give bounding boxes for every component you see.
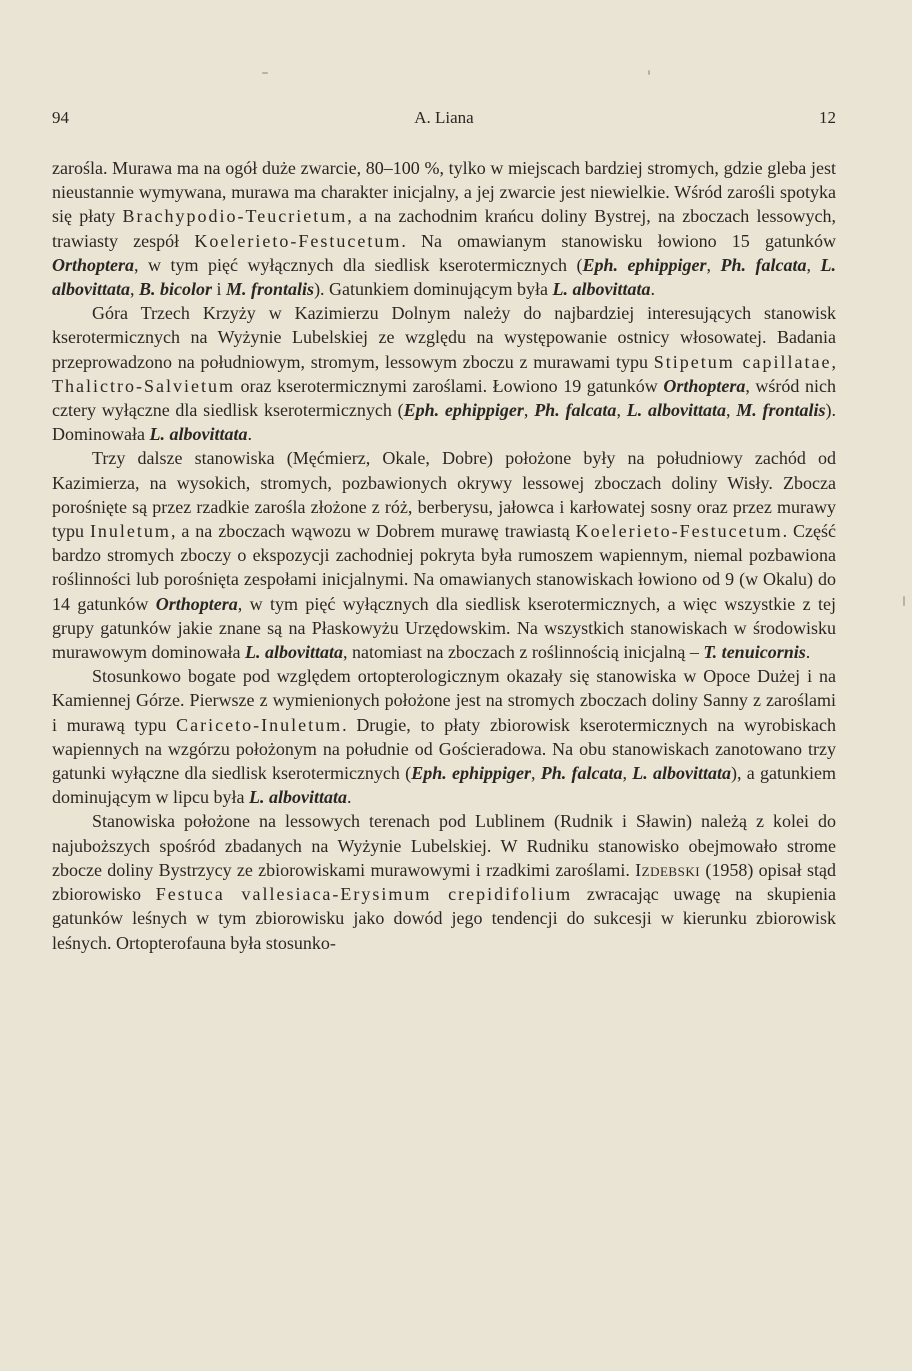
paragraph-p1 xyxy=(52,156,836,301)
text-run: , a na zboczach wąwozu w Dobrem murawę trawiastą xyxy=(170,521,576,542)
taxon-name: Orthoptera xyxy=(52,254,135,275)
text-run: , w tym pięć wyłącznych dla siedlisk kserotermicznych ( xyxy=(134,254,583,275)
text-run: , xyxy=(616,400,627,421)
text-run: . xyxy=(247,424,252,445)
paragraph-p5 xyxy=(52,809,836,954)
page-number-left: 94 xyxy=(52,108,69,127)
plant-association-name: Koelerieto-Festucetum xyxy=(575,521,783,542)
plant-association-name: Cariceto-Inuletum xyxy=(176,714,343,735)
taxon-name: L. albovittata xyxy=(52,254,837,300)
scan-speck xyxy=(262,72,268,74)
text-run: , xyxy=(806,254,821,275)
text-run: , xyxy=(622,763,633,784)
plant-association-name: Thalictro-Salvietum xyxy=(52,375,235,396)
plant-association-name: Koelerieto-Festucetum xyxy=(194,230,402,251)
author-citation: Izdebski xyxy=(635,859,701,880)
plant-association-name: Brachypodio-Teucrietum xyxy=(122,206,348,227)
text-run: , a na zachodnim krańcu doliny Bystrej, na zboczach lessowych, trawiasty zespół xyxy=(52,206,836,251)
text-run: . Na omawianym stanowisku łowiono 15 gatunków xyxy=(401,230,836,251)
taxon-name: L. albovittata xyxy=(552,279,651,300)
taxon-name: L. albovittata xyxy=(244,642,343,663)
text-run: . xyxy=(650,279,656,300)
text-run: Trzy dalsze stanowiska (Męćmierz, Okale, Dobre) położone były na południowy zachód od Kazimierza, na wysokich, stromych, pozbawionych okrywy lessowej zboczach doliny Wisły. Zbocza porośnięte są przez rzadkie zarośla złożone z róż, berberysu, jałowca i karłowatej sosny oraz przez murawy typu xyxy=(52,448,836,542)
text-run: , xyxy=(530,763,541,784)
text-run: Stosunkowo bogate pod względem ortopterologicznym okazały się stanowiska w Opoce Dużej i na Kamiennej Górze. Pierwsze z wymienionych położone jest na stromych zboczach doliny Sanny z zaroślami i murawą typu xyxy=(52,666,836,735)
taxon-name: M. frontalis xyxy=(226,279,315,300)
taxon-name: Eph. ephippiger xyxy=(582,254,707,275)
text-run: ). Dominowała xyxy=(52,400,836,445)
text-run: (1958) opisał stąd zbiorowisko xyxy=(52,859,836,905)
taxon-name: Eph. ephippiger xyxy=(403,400,524,421)
plant-association-name: Inuletum xyxy=(89,521,171,542)
text-run: i xyxy=(212,279,227,300)
taxon-name: M. frontalis xyxy=(736,400,826,421)
text-run: . xyxy=(346,787,352,808)
taxon-name: Eph. ephippiger xyxy=(411,763,531,784)
running-head-author: A. Liana xyxy=(414,108,474,127)
taxon-name: L. albovittata xyxy=(632,763,732,784)
paragraph-p3 xyxy=(52,446,836,664)
text-run: oraz kserotermicznymi zaroślami. Łowiono 19 gatunków xyxy=(234,375,664,396)
text-run: Stanowiska położone na lessowych terenach pod Lublinem (Rudnik i Sławin) należą z kolei do najuboższych spośród zbadanych na Wyżynie Lubelskiej. W Rudniku stanowisko obejmowało strome zbocze doliny Bystrzycy ze zbiorowiskami murawowymi i rzadkimi zaroślami. xyxy=(52,811,836,880)
text-run: , xyxy=(523,400,535,421)
text-run: . Część bardzo stromych zboczy o ekspozycji zachodniej pokryta była rumoszem wapiennym, niemal pozbawiona roślinności lub porośnięta zespołami inicjalnymi. Na omawianych stanowiskach łowiono od 9 (w Okalu) do 14 gatunków xyxy=(52,521,836,614)
text-run: , natomiast na zboczach z roślinnością inicjalną – xyxy=(342,642,704,663)
running-header xyxy=(52,108,836,134)
scan-speck xyxy=(648,70,650,75)
paragraph-p2 xyxy=(52,301,836,446)
taxon-name: Ph. falcata xyxy=(534,400,617,421)
plant-association-name: Festuca vallesiaca-Erysimum crepidifolium xyxy=(155,884,573,905)
taxon-name: B. bicolor xyxy=(139,279,213,300)
taxon-name: L. albovittata xyxy=(626,400,726,421)
text-run: , wśród nich cztery wyłączne dla siedlisk kserotermicznych ( xyxy=(52,375,836,421)
text-run: zwracając uwagę na skupienia gatunków leśnych w tym zbiorowisku jako dowód jego tendencji do sukcesji w kierunku zbiorowisk leśnych. Ortopterofauna była stosunko- xyxy=(52,884,836,953)
text-run: ). Gatunkiem dominującym była xyxy=(314,279,553,300)
paragraph-p4 xyxy=(52,664,836,809)
text-run: , xyxy=(706,254,721,275)
text-run: Góra Trzech Krzyży w Kazimierzu Dolnym należy do najbardziej interesujących stanowisk kserotermicznych na Wyżynie Lubelskiej ze względu na występowanie ostnicy włosowatej. Badania przeprowadzono na południowym, stromym, lessowym zboczu z murawami typu xyxy=(52,303,836,372)
taxon-name: Orthoptera xyxy=(155,593,238,614)
page-number-right: 12 xyxy=(819,108,836,127)
text-run: . xyxy=(805,642,811,663)
text-run: , xyxy=(130,279,139,300)
text-run: , xyxy=(831,351,836,372)
taxon-name: L. albovittata xyxy=(149,424,248,445)
body-text xyxy=(52,156,836,955)
text-run: , w tym pięć wyłącznych dla siedlisk kserotermicznych, a więc wszystkie z tej grupy gatunków jakie znane są na Płaskowyżu Urzędowskim. Na wszystkich stanowiskach w środowisku murawowym dominowała xyxy=(52,593,836,663)
taxon-name: L. albovittata xyxy=(248,787,347,808)
plant-association-name: Stipetum capillatae xyxy=(653,351,832,372)
text-run: , xyxy=(725,400,737,421)
taxon-name: Orthoptera xyxy=(663,375,746,396)
scan-speck xyxy=(903,596,905,606)
taxon-name: Ph. falcata xyxy=(540,763,623,784)
taxon-name: Ph. falcata xyxy=(720,254,807,275)
text-run: ), a gatunkiem dominującym w lipcu była xyxy=(52,763,837,808)
text-run: . Drugie, to płaty zbiorowisk kserotermicznych na wyrobiskach wapiennych na wzgórzu położonym na południe od Gościeradowa. Na obu stanowiskach zanotowano trzy gatunki wyłączne dla siedlisk kserotermicznych ( xyxy=(52,714,836,784)
taxon-name: T. tenuicornis xyxy=(703,642,806,663)
text-run: zarośla. Murawa ma na ogół duże zwarcie, 80–100 %, tylko w miejscach bardziej stromych, gdzie gleba jest nieustannie wymywana, murawa ma charakter inicjalny, a jej zwarcie jest niewielkie. Wśród zarośli spotyka się płaty xyxy=(52,158,836,227)
